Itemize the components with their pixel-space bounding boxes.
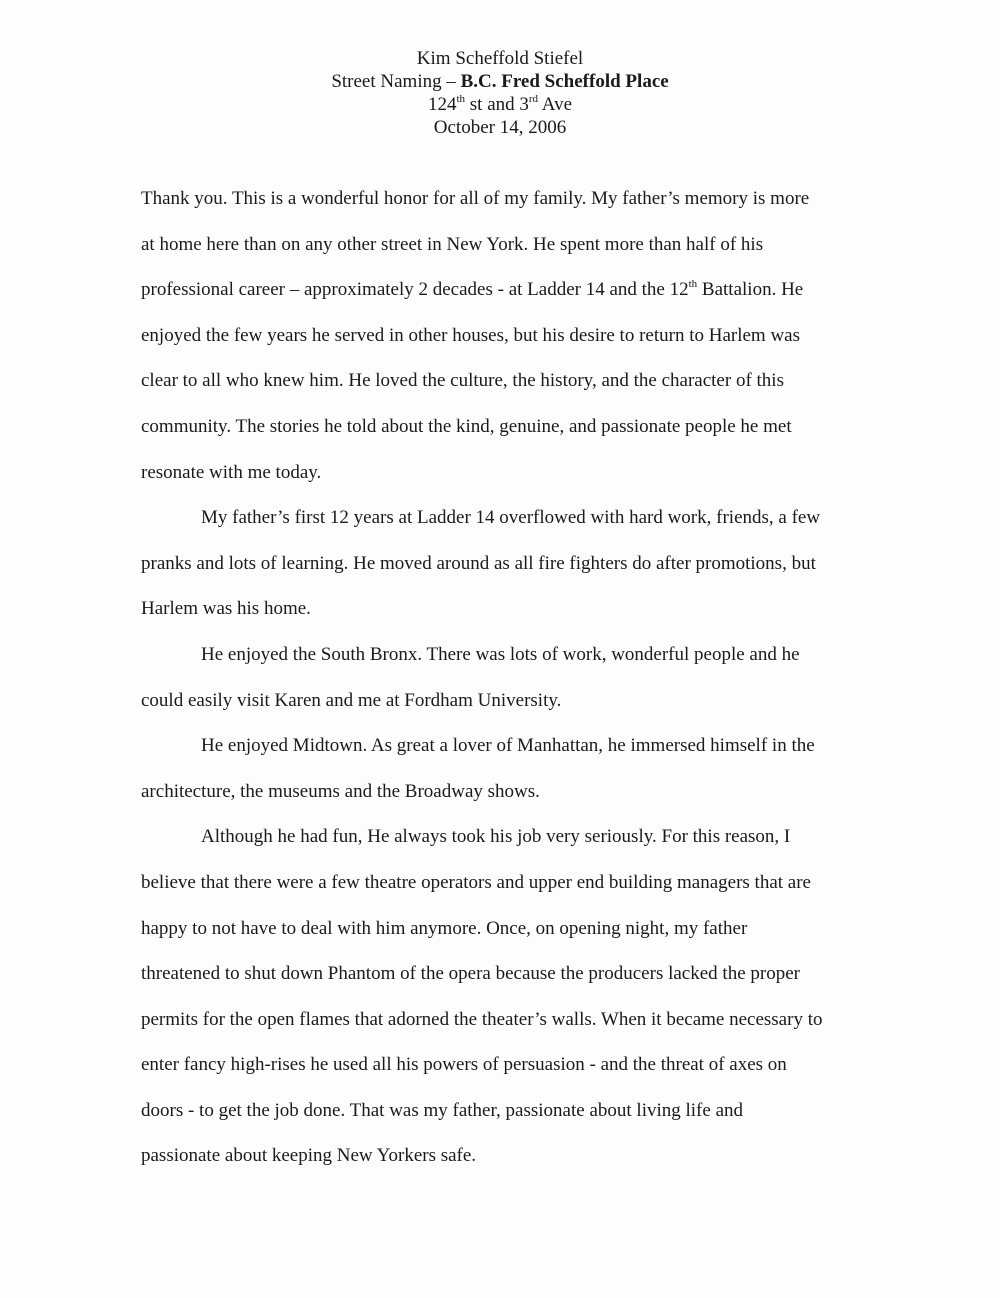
text-line: He enjoyed Midtown. As great a lover of Manhattan, he immersed himself in the	[201, 735, 815, 757]
event-date: October 14, 2006	[433, 117, 567, 138]
author-name: Kim Scheffold Stiefel	[416, 48, 584, 69]
event-prefix: Street Naming –	[331, 71, 461, 92]
location-mid: st and 3	[465, 94, 529, 115]
text-segment: Battalion. He	[697, 279, 804, 301]
location-street-number: 124	[427, 94, 457, 115]
paragraph-2	[141, 495, 861, 632]
document-header	[0, 47, 1000, 139]
text-line: threatened to shut down Phantom of the opera because the producers lacked the proper	[141, 963, 800, 985]
text-line: resonate with me today.	[141, 461, 322, 483]
text-line: Although he had fun, He always took his job very seriously. For this reason, I	[201, 826, 791, 848]
location-sup-1: th	[456, 92, 466, 105]
text-line: happy to not have to deal with him anymore. Once, on opening night, my father	[141, 917, 748, 939]
text-line	[141, 267, 861, 313]
text-line: believe that there were a few theatre operators and upper end building managers that are	[141, 871, 811, 893]
event-name: B.C. Fred Scheffold Place	[460, 71, 669, 92]
ordinal-sup: th	[688, 277, 698, 290]
paragraph-5	[141, 814, 861, 1179]
text-line: enjoyed the few years he served in other houses, but his desire to return to Harlem was	[141, 324, 800, 346]
event-title	[0, 70, 1000, 93]
event-location	[0, 93, 1000, 116]
paragraph-1	[141, 176, 861, 495]
text-line: Harlem was his home.	[141, 598, 311, 620]
text-line: My father’s first 12 years at Ladder 14 overflowed with hard work, friends, a few	[201, 507, 821, 529]
text-line: architecture, the museums and the Broadway shows.	[141, 780, 540, 802]
paragraph-3	[141, 632, 861, 723]
text-line: could easily visit Karen and me at Fordham University.	[141, 689, 562, 711]
text-line: He enjoyed the South Bronx. There was lots of work, wonderful people and he	[201, 643, 800, 665]
text-segment: professional career – approximately 2 decades - at Ladder 14 and the 12	[141, 279, 689, 301]
speech-body	[141, 176, 861, 1179]
text-line: enter fancy high-rises he used all his powers of persuasion - and the threat of axes on	[141, 1054, 787, 1076]
text-line: at home here than on any other street in New York. He spent more than half of his	[141, 233, 764, 255]
location-sup-2: rd	[528, 92, 539, 105]
text-line: doors - to get the job done. That was my father, passionate about living life and	[141, 1099, 743, 1121]
text-line: permits for the open flames that adorned the theater’s walls. When it became necessary to	[141, 1008, 823, 1030]
text-line: passionate about keeping New Yorkers safe.	[141, 1145, 477, 1167]
text-line: community. The stories he told about the kind, genuine, and passionate people he met	[141, 415, 792, 437]
paragraph-4	[141, 723, 861, 814]
text-line: clear to all who knew him. He loved the culture, the history, and the character of this	[141, 370, 784, 392]
text-line: Thank you. This is a wonderful honor for all of my family. My father’s memory is more	[141, 188, 810, 209]
location-end: Ave	[538, 94, 573, 115]
text-line: pranks and lots of learning. He moved around as all fire fighters do after promotions, but	[141, 552, 816, 574]
